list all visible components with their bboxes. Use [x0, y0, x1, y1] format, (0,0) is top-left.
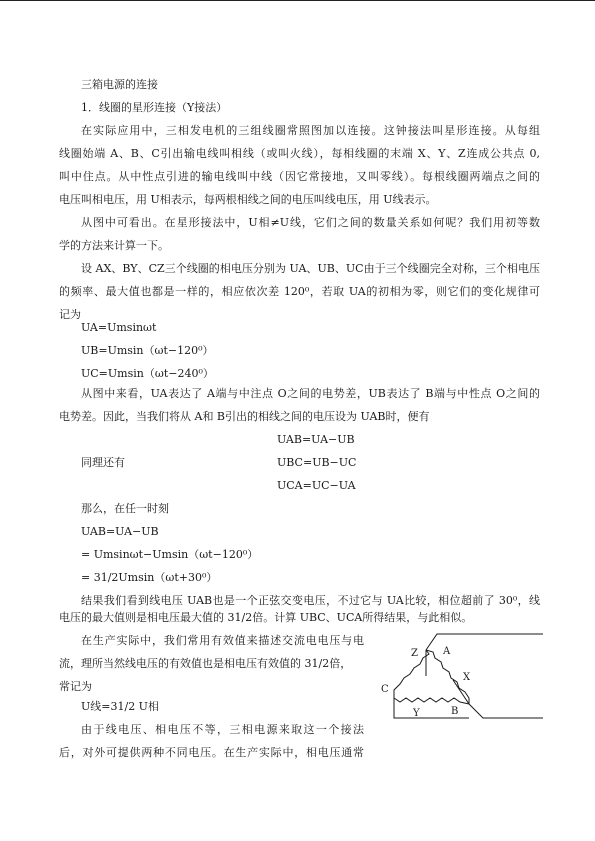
- paragraph-line: 在生产实际中，我们常用有效值来描述交流电电压与电: [81, 634, 364, 647]
- formula-uab: UAB=UA−UB: [277, 433, 355, 446]
- subsection-heading: 1．线圈的星形连接（Y接法）: [81, 101, 228, 114]
- calc-line: UAB=UA−UB: [81, 525, 159, 538]
- label-z: Z: [411, 648, 418, 659]
- paragraph-line: 常记为: [59, 680, 92, 693]
- star-connection-diagram: [373, 628, 543, 724]
- calc-line: = 31/2Umsin（ωt+30⁰）: [81, 571, 218, 584]
- paragraph-line: 叫中住点。从中性点引进的输电线叫中线（因它常接地，又叫零线）。每根线圈两端点之间的: [59, 170, 540, 183]
- formula-u-line: U线=31/2 U相: [81, 700, 159, 713]
- calc-line: = Umsinωt−Umsin（ωt−120⁰）: [81, 548, 259, 561]
- paragraph-line: 那么，在任一时刻: [81, 502, 169, 515]
- paragraph-line: 结果我们看到线电压 UAB也是一个正弦交变电压，不过它与 UA比较，相位超前了 30⁰，线: [81, 594, 540, 607]
- top-rule: [0, 0, 595, 1]
- paragraph-line: 线圈始端 A、B、C引出输电线叫相线（或叫火线），每相线圈的末端 X、Y、Z连成公共点 0,: [59, 147, 540, 160]
- wire-b: [469, 704, 543, 718]
- paragraph-line: 电压的最大值则是相电压最大值的 31/2倍。计算 UBC、UCA所得结果，与此相似。: [59, 611, 473, 624]
- paragraph-line: 设 AX、BY、CZ三个线圈的相电压分别为 UA、UB、UC由于三个线圈完全对称，三个相电压: [81, 262, 540, 275]
- paragraph-line: 的频率、最大值也都是一样的，相应依次差 120⁰，若取 UA的初相为零，则它们的变化规律可: [59, 285, 540, 298]
- paragraph-line: 在实际应用中，三相发电机的三组线圈常照图加以连接。这钟接法叫星形连接。从每组: [81, 124, 540, 137]
- paragraph-line: 由于线电压、相电压不等，三相电源来取这一个接法: [81, 723, 364, 736]
- paragraph-line: 记为: [59, 308, 81, 321]
- paragraph-line: 学的方法来计算一下。: [59, 239, 169, 252]
- formula-uca: UCA=UC−UA: [277, 479, 356, 492]
- label-c: C: [381, 684, 389, 695]
- paragraph-line: 从图中来看，UA表达了 A端与中注点 O之间的电势差，UB表达了 B端与中性点 O之间的: [81, 387, 540, 400]
- label-y: Y: [413, 708, 420, 719]
- coil-b: [394, 698, 469, 704]
- paragraph-line: 从图中可看出。在星形接法中，U相≠U线，它们之间的数量关系如何呢？我们用初等数: [81, 216, 540, 229]
- formula-ub: UB=Umsin（ωt−120⁰）: [81, 344, 214, 357]
- formula-uc: UC=Umsin（ωt−240⁰）: [81, 367, 214, 380]
- label-a: A: [443, 646, 451, 657]
- formula-ua: UA=Umsinωt: [81, 321, 157, 334]
- paragraph-line: 后，对外可提供两种不同电压。在生产实际中，相电压通常: [59, 746, 364, 759]
- formula-ubc: UBC=UB−UC: [277, 456, 357, 469]
- label-b: B: [451, 706, 459, 717]
- paragraph-line: 同理还有: [81, 456, 125, 469]
- label-x: X: [463, 672, 471, 683]
- paragraph-line: 电势差。因此，当我们将从 A和 B引出的相线之间的电压设为 UAB时，便有: [59, 410, 430, 423]
- section-title: 三箱电源的连接: [81, 78, 158, 91]
- paragraph-line: 电压叫相电压，用 U相表示，每两根相线之间的电压叫线电压，用 U线表示。: [59, 193, 437, 206]
- paragraph-line: 流，理所当然线电压的有效值也是相电压有效值的 31/2倍，: [59, 657, 352, 670]
